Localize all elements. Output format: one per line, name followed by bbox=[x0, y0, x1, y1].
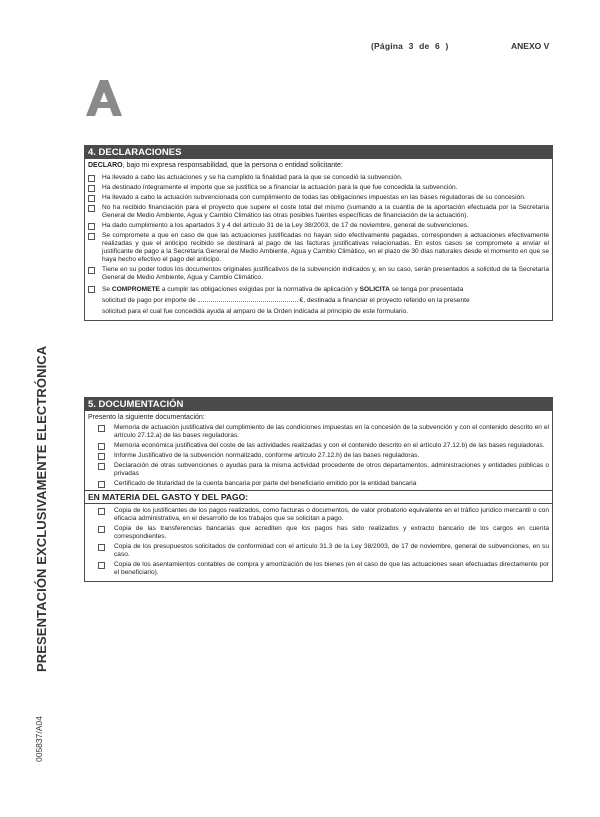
gasto-pago-heading: EN MATERIA DEL GASTO Y DEL PAGO: bbox=[85, 490, 552, 504]
checkbox[interactable] bbox=[98, 526, 105, 533]
declaration-item bbox=[85, 266, 552, 282]
gasto-text: Copia de las transferencias bancarias que acrediten que los pagos has sido realizados y extracto bancario de los cargos en cuenta correspondientes. bbox=[114, 525, 549, 540]
checkbox[interactable] bbox=[98, 463, 105, 470]
checkbox[interactable] bbox=[88, 233, 95, 240]
document-text: Declaración de otras subvenciones o ayudas para la misma actividad procedente de otros departamentos, administraciones y entidades públicas o privadas bbox=[114, 462, 549, 477]
checkbox[interactable] bbox=[98, 453, 105, 460]
declaro-text: , bajo mi expresa responsabilidad, que la persona o entidad solicitante: bbox=[122, 162, 343, 169]
document-item bbox=[85, 480, 552, 488]
declaraciones-section bbox=[84, 145, 553, 321]
document-text: Informe Justificativo de la subvención normalizado, conforme artículo 27.12.h) de las bases reguladoras. bbox=[114, 452, 420, 459]
gasto-item bbox=[85, 525, 552, 541]
checkbox[interactable] bbox=[88, 223, 95, 230]
page-number: (Página 3 de 6 ) bbox=[371, 41, 449, 51]
documentacion-title: 5. DOCUMENTACIÓN bbox=[85, 398, 552, 411]
declaration-text: Ha llevado a cabo las actuaciones y se ha cumplido la finalidad para la que se concedió la subvención. bbox=[102, 174, 403, 181]
junta-andalucia-logo-icon bbox=[86, 80, 122, 116]
checkbox[interactable] bbox=[88, 195, 95, 202]
gasto-item bbox=[85, 507, 552, 523]
document-item bbox=[85, 442, 552, 450]
form-code: 005837/A04 bbox=[34, 716, 44, 762]
declaration-item bbox=[85, 232, 552, 264]
documentacion-section bbox=[84, 397, 553, 582]
checkbox[interactable] bbox=[88, 286, 95, 293]
checkbox[interactable] bbox=[88, 205, 95, 212]
checkbox[interactable] bbox=[98, 481, 105, 488]
document-text: Certificado de titularidad de la cuenta bancaria por parte del beneficiario emitido por la entidad bancaria bbox=[114, 480, 417, 487]
declaration-item bbox=[85, 194, 552, 202]
checkbox[interactable] bbox=[98, 425, 105, 432]
document-text: Memoria económica justificativa del coste de las actividades realizadas y con el contenido descrito en el artículo 27.12.b) de las bases reguladoras. bbox=[114, 442, 545, 449]
documentacion-intro: Presento la siguiente documentación: bbox=[88, 414, 205, 421]
document-item bbox=[85, 462, 552, 478]
declaraciones-title: 4. DECLARACIONES bbox=[85, 146, 552, 159]
checkbox[interactable] bbox=[98, 562, 105, 569]
checkbox[interactable] bbox=[98, 544, 105, 551]
declaration-item bbox=[85, 222, 552, 230]
declaraciones-intro bbox=[85, 159, 552, 172]
declaration-text: Tiene en su poder todos los documentos originales justificativos de la subvención indicados y, en su caso, serán presentados a solicitud de la Secretaría General de Medio Ambiente, Agua y Cambio Climático. bbox=[102, 266, 549, 281]
declaration-item bbox=[85, 174, 552, 182]
declaration-text: Ha destinado íntegramente el importe que se justifica se a financiar la actuación para la que fue concedida la subvención. bbox=[102, 184, 458, 191]
declaration-item bbox=[85, 204, 552, 220]
vertical-presentation-text: PRESENTACIÓN EXCLUSIVAMENTE ELECTRÓNICA bbox=[34, 345, 49, 672]
declaration-text: Ha llevado a cabo la actuación subvencionada con cumplimiento de todas las obligaciones impuestas en las bases reguladoras de su concesión. bbox=[102, 194, 526, 201]
document-item bbox=[85, 452, 552, 460]
declaration-item bbox=[85, 184, 552, 192]
checkbox[interactable] bbox=[88, 185, 95, 192]
document-text: Memoria de actuación justificativa del cumplimiento de las condiciones impuestas en la concesión de la subvención y con el contenido descrito en el artículo 27.12.a) de las bases reguladoras. bbox=[114, 424, 549, 439]
importe-input[interactable] bbox=[198, 295, 298, 302]
gasto-text: Copia de los justificantes de los pagos realizados, como facturas o documentos, de valor probatorio equivalente en el tráfico jurídico mercantil o con eficacia administrativa, en el desarrollo de los trabajos que se solicitan a pago. bbox=[114, 507, 549, 522]
gasto-text: Copia de los asentamientos contables de compra y amortización de los bienes (en el caso de que las actuaciones sean efectuadas directamente por el beneficiario). bbox=[114, 561, 549, 576]
declaration-text: Se compromete a que en caso de que las actuaciones justificadas no hayan sido efectivamente pagadas, corresponden a actuaciones efectivamente realizadas y que el anticipo recibido se destinará al pago de las facturas justificativas relacionadas. En estos casos se compromete a enviar el justificante de pago a la Secretaría General de Medio Ambiente, Agua y Cambio Climático, en el plazo de 30 días naturales desde el momento en que se haya hecho efectivo el pago del anticipo. bbox=[102, 232, 549, 263]
declaration-text: Ha dado cumplimiento a los apartados 3 y 4 del artículo 31 de la Ley 38/2003, de 17 de noviembre, general de subvenciones. bbox=[102, 222, 469, 229]
checkbox[interactable] bbox=[88, 267, 95, 274]
gasto-item bbox=[85, 543, 552, 559]
declaration-text: No ha recibido financiación para el proyecto que supere el coste total del mismo (sumando a la cuantía de la aportación efectuada por la Secretaría General de Medio Ambiente, Agua y Cambio Climático las otras posibles fuentes específicas de financiación de la actuación). bbox=[102, 204, 549, 219]
document-item bbox=[85, 424, 552, 440]
declaration-item-solicita: Se COMPROMETE a cumplir las obligaciones exigidas por la normativa de aplicación y SOLICITA se tenga por presentada solicitud de pago por importe de €, destinada a financiar el proyecto referido en la presente solicitud para el cual fue concedida ayuda al amparo de la Orden indicada al principio de este formulario. bbox=[85, 284, 552, 317]
checkbox[interactable] bbox=[88, 175, 95, 182]
checkbox[interactable] bbox=[98, 508, 105, 515]
annex-label: ANEXO V bbox=[511, 41, 550, 51]
checkbox[interactable] bbox=[98, 443, 105, 450]
gasto-text: Copia de los presupuestos solicitados de conformidad con el artículo 31.3 de la Ley 38/2003, de 17 de noviembre, general de subvenciones, en su caso. bbox=[114, 543, 549, 558]
gasto-item bbox=[85, 561, 552, 577]
declaro-label: DECLARO bbox=[88, 162, 123, 169]
